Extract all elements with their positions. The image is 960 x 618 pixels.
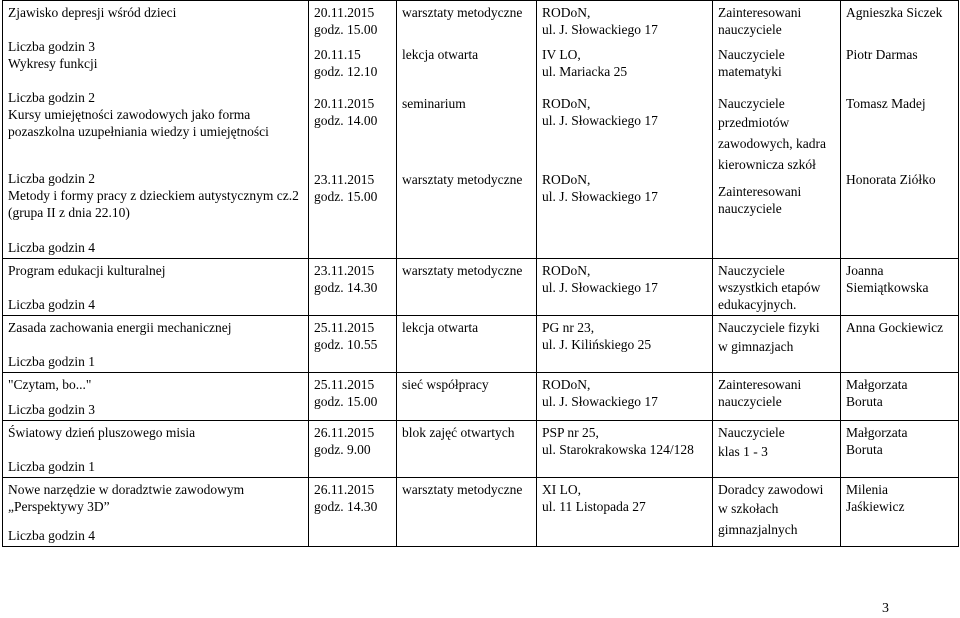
time-text: godz. 15.00 — [314, 394, 378, 409]
leader-name: Siemiątkowska — [846, 280, 929, 295]
audience-line: matematyki — [718, 64, 782, 79]
place-name: RODoN, — [542, 377, 591, 392]
hours-text: Liczba godzin 3 — [8, 39, 95, 54]
topic-cell — [3, 478, 309, 547]
place-address: ul. Mariacka 25 — [542, 64, 628, 79]
leader-name: Jaśkiewicz — [846, 499, 905, 514]
place-name: PG nr 23, — [542, 320, 595, 335]
audience-line: nauczyciele — [718, 394, 782, 409]
form-text: warsztaty metodyczne — [402, 5, 523, 20]
topic-cell — [3, 421, 309, 478]
audience-cell — [713, 316, 841, 373]
place-cell — [537, 1, 713, 259]
topic-text: Zjawisko depresji wśród dzieci — [8, 5, 177, 20]
hours-text: Liczba godzin 4 — [8, 297, 95, 312]
place-cell — [537, 373, 713, 421]
form-text: lekcja otwarta — [402, 320, 479, 335]
table-row — [3, 421, 959, 478]
date-cell — [309, 421, 397, 478]
date-text: 23.11.2015 — [314, 263, 375, 278]
audience-line: klas 1 - 3 — [718, 444, 768, 459]
topic-text: Nowe narzędzie w doradztwie zawodowym „Perspektywy 3D” — [8, 482, 245, 514]
audience-line: Nauczyciele fizyki — [718, 320, 820, 335]
topic-cell — [3, 373, 309, 421]
form-cell — [397, 259, 537, 316]
form-cell — [397, 373, 537, 421]
hours-text: Liczba godzin 4 — [8, 240, 95, 255]
form-cell — [397, 421, 537, 478]
leader-name: Małgorzata — [846, 425, 908, 440]
form-cell — [397, 316, 537, 373]
leader-name: Boruta — [846, 442, 883, 457]
form-text: warsztaty metodyczne — [402, 482, 523, 497]
date-text: 20.11.15 — [314, 47, 361, 62]
audience-line: kierownicza szkół — [718, 157, 816, 172]
date-cell — [309, 478, 397, 547]
audience-line: zawodowych, kadra — [718, 136, 826, 151]
form-text: warsztaty metodyczne — [402, 172, 523, 187]
audience-cell — [713, 1, 841, 259]
topic-text: "Czytam, bo..." — [8, 377, 92, 392]
hours-text: Liczba godzin 4 — [8, 528, 95, 543]
form-cell — [397, 478, 537, 547]
form-text: lekcja otwarta — [402, 47, 479, 62]
topic-cell — [3, 1, 309, 259]
place-name: IV LO, — [542, 47, 581, 62]
date-text: 26.11.2015 — [314, 482, 375, 497]
leader-name: Honorata Ziółko — [846, 172, 936, 187]
place-address: ul. Starokrakowska 124/128 — [542, 442, 694, 457]
audience-line: wszystkich etapów — [718, 280, 821, 295]
place-address: ul. J. Słowackiego 17 — [542, 22, 658, 37]
audience-line: Doradcy zawodowi — [718, 482, 824, 497]
audience-line: Nauczyciele — [718, 425, 785, 440]
place-cell — [537, 478, 713, 547]
audience-line: Zainteresowani — [718, 184, 802, 199]
topic-text: Wykresy funkcji — [8, 56, 98, 71]
leader-name: Joanna — [846, 263, 884, 278]
place-name: RODoN, — [542, 96, 591, 111]
leader-cell — [841, 421, 959, 478]
place-cell — [537, 421, 713, 478]
date-text: 26.11.2015 — [314, 425, 375, 440]
table-row — [3, 1, 959, 259]
place-name: RODoN, — [542, 5, 591, 20]
time-text: godz. 12.10 — [314, 64, 378, 79]
audience-line: Zainteresowani — [718, 5, 802, 20]
date-cell — [309, 259, 397, 316]
place-cell — [537, 259, 713, 316]
time-text: godz. 15.00 — [314, 189, 378, 204]
hours-text: Liczba godzin 2 — [8, 171, 95, 186]
place-name: XI LO, — [542, 482, 581, 497]
place-address: ul. J. Słowackiego 17 — [542, 394, 658, 409]
topic-cell — [3, 259, 309, 316]
table-row — [3, 316, 959, 373]
table-row — [3, 259, 959, 316]
form-cell — [397, 1, 537, 259]
audience-cell — [713, 421, 841, 478]
form-text: seminarium — [402, 96, 466, 111]
audience-line: nauczyciele — [718, 22, 782, 37]
place-cell — [537, 316, 713, 373]
time-text: godz. 9.00 — [314, 442, 371, 457]
topic-text: Światowy dzień pluszowego misia — [8, 425, 196, 440]
leader-name: Anna Gockiewicz — [846, 320, 944, 335]
audience-cell — [713, 478, 841, 547]
leader-name: Boruta — [846, 394, 883, 409]
audience-line: przedmiotów — [718, 115, 790, 130]
topic-cell — [3, 316, 309, 373]
date-cell — [309, 316, 397, 373]
audience-line: nauczyciele — [718, 201, 782, 216]
audience-line: Nauczyciele — [718, 96, 785, 111]
place-address: ul. J. Słowackiego 17 — [542, 113, 658, 128]
time-text: godz. 14.30 — [314, 280, 378, 295]
form-text: sieć współpracy — [402, 377, 489, 392]
date-cell — [309, 1, 397, 259]
date-text: 20.11.2015 — [314, 5, 375, 20]
topic-text: Program edukacji kulturalnej — [8, 263, 166, 278]
date-text: 25.11.2015 — [314, 320, 375, 335]
audience-line: w gimnazjach — [718, 339, 794, 354]
training-schedule-table — [2, 0, 959, 547]
leader-cell — [841, 259, 959, 316]
audience-line: Nauczyciele — [718, 263, 785, 278]
time-text: godz. 14.00 — [314, 113, 378, 128]
audience-cell — [713, 373, 841, 421]
audience-line: Nauczyciele — [718, 47, 785, 62]
audience-line: gimnazjalnych — [718, 522, 798, 537]
time-text: godz. 15.00 — [314, 22, 378, 37]
table-row — [3, 478, 959, 547]
audience-line: w szkołach — [718, 501, 779, 516]
leader-name: Piotr Darmas — [846, 47, 918, 62]
audience-line: Zainteresowani — [718, 377, 802, 392]
leader-cell — [841, 316, 959, 373]
leader-cell — [841, 1, 959, 259]
topic-text: Metody i formy pracy z dzieckiem autystycznym cz.2 (grupa II z dnia 22.10) — [8, 188, 299, 220]
topic-text: Kursy umiejętności zawodowych jako forma pozaszkolna uzupełniania wiedzy i umiejętności — [8, 107, 269, 139]
hours-text: Liczba godzin 1 — [8, 459, 95, 474]
leader-name: Milenia — [846, 482, 888, 497]
form-text: warsztaty metodyczne — [402, 263, 523, 278]
audience-cell — [713, 259, 841, 316]
date-text: 25.11.2015 — [314, 377, 375, 392]
time-text: godz. 10.55 — [314, 337, 378, 352]
place-address: ul. J. Kilińskiego 25 — [542, 337, 652, 352]
page-number: 3 — [882, 601, 889, 616]
hours-text: Liczba godzin 1 — [8, 354, 95, 369]
place-name: PSP nr 25, — [542, 425, 599, 440]
hours-text: Liczba godzin 2 — [8, 90, 95, 105]
form-text: blok zajęć otwartych — [402, 425, 515, 440]
date-cell — [309, 373, 397, 421]
place-address: ul. J. Słowackiego 17 — [542, 189, 658, 204]
leader-name: Agnieszka Siczek — [846, 5, 943, 20]
place-name: RODoN, — [542, 263, 591, 278]
leader-name: Tomasz Madej — [846, 96, 926, 111]
topic-text: Zasada zachowania energii mechanicznej — [8, 320, 232, 335]
table-row — [3, 373, 959, 421]
date-text: 23.11.2015 — [314, 172, 375, 187]
place-name: RODoN, — [542, 172, 591, 187]
time-text: godz. 14.30 — [314, 499, 378, 514]
leader-cell — [841, 373, 959, 421]
leader-name: Małgorzata — [846, 377, 908, 392]
date-text: 20.11.2015 — [314, 96, 375, 111]
leader-cell — [841, 478, 959, 547]
place-address: ul. J. Słowackiego 17 — [542, 280, 658, 295]
hours-text: Liczba godzin 3 — [8, 402, 95, 417]
audience-line: edukacyjnych. — [718, 297, 797, 312]
place-address: ul. 11 Listopada 27 — [542, 499, 646, 514]
